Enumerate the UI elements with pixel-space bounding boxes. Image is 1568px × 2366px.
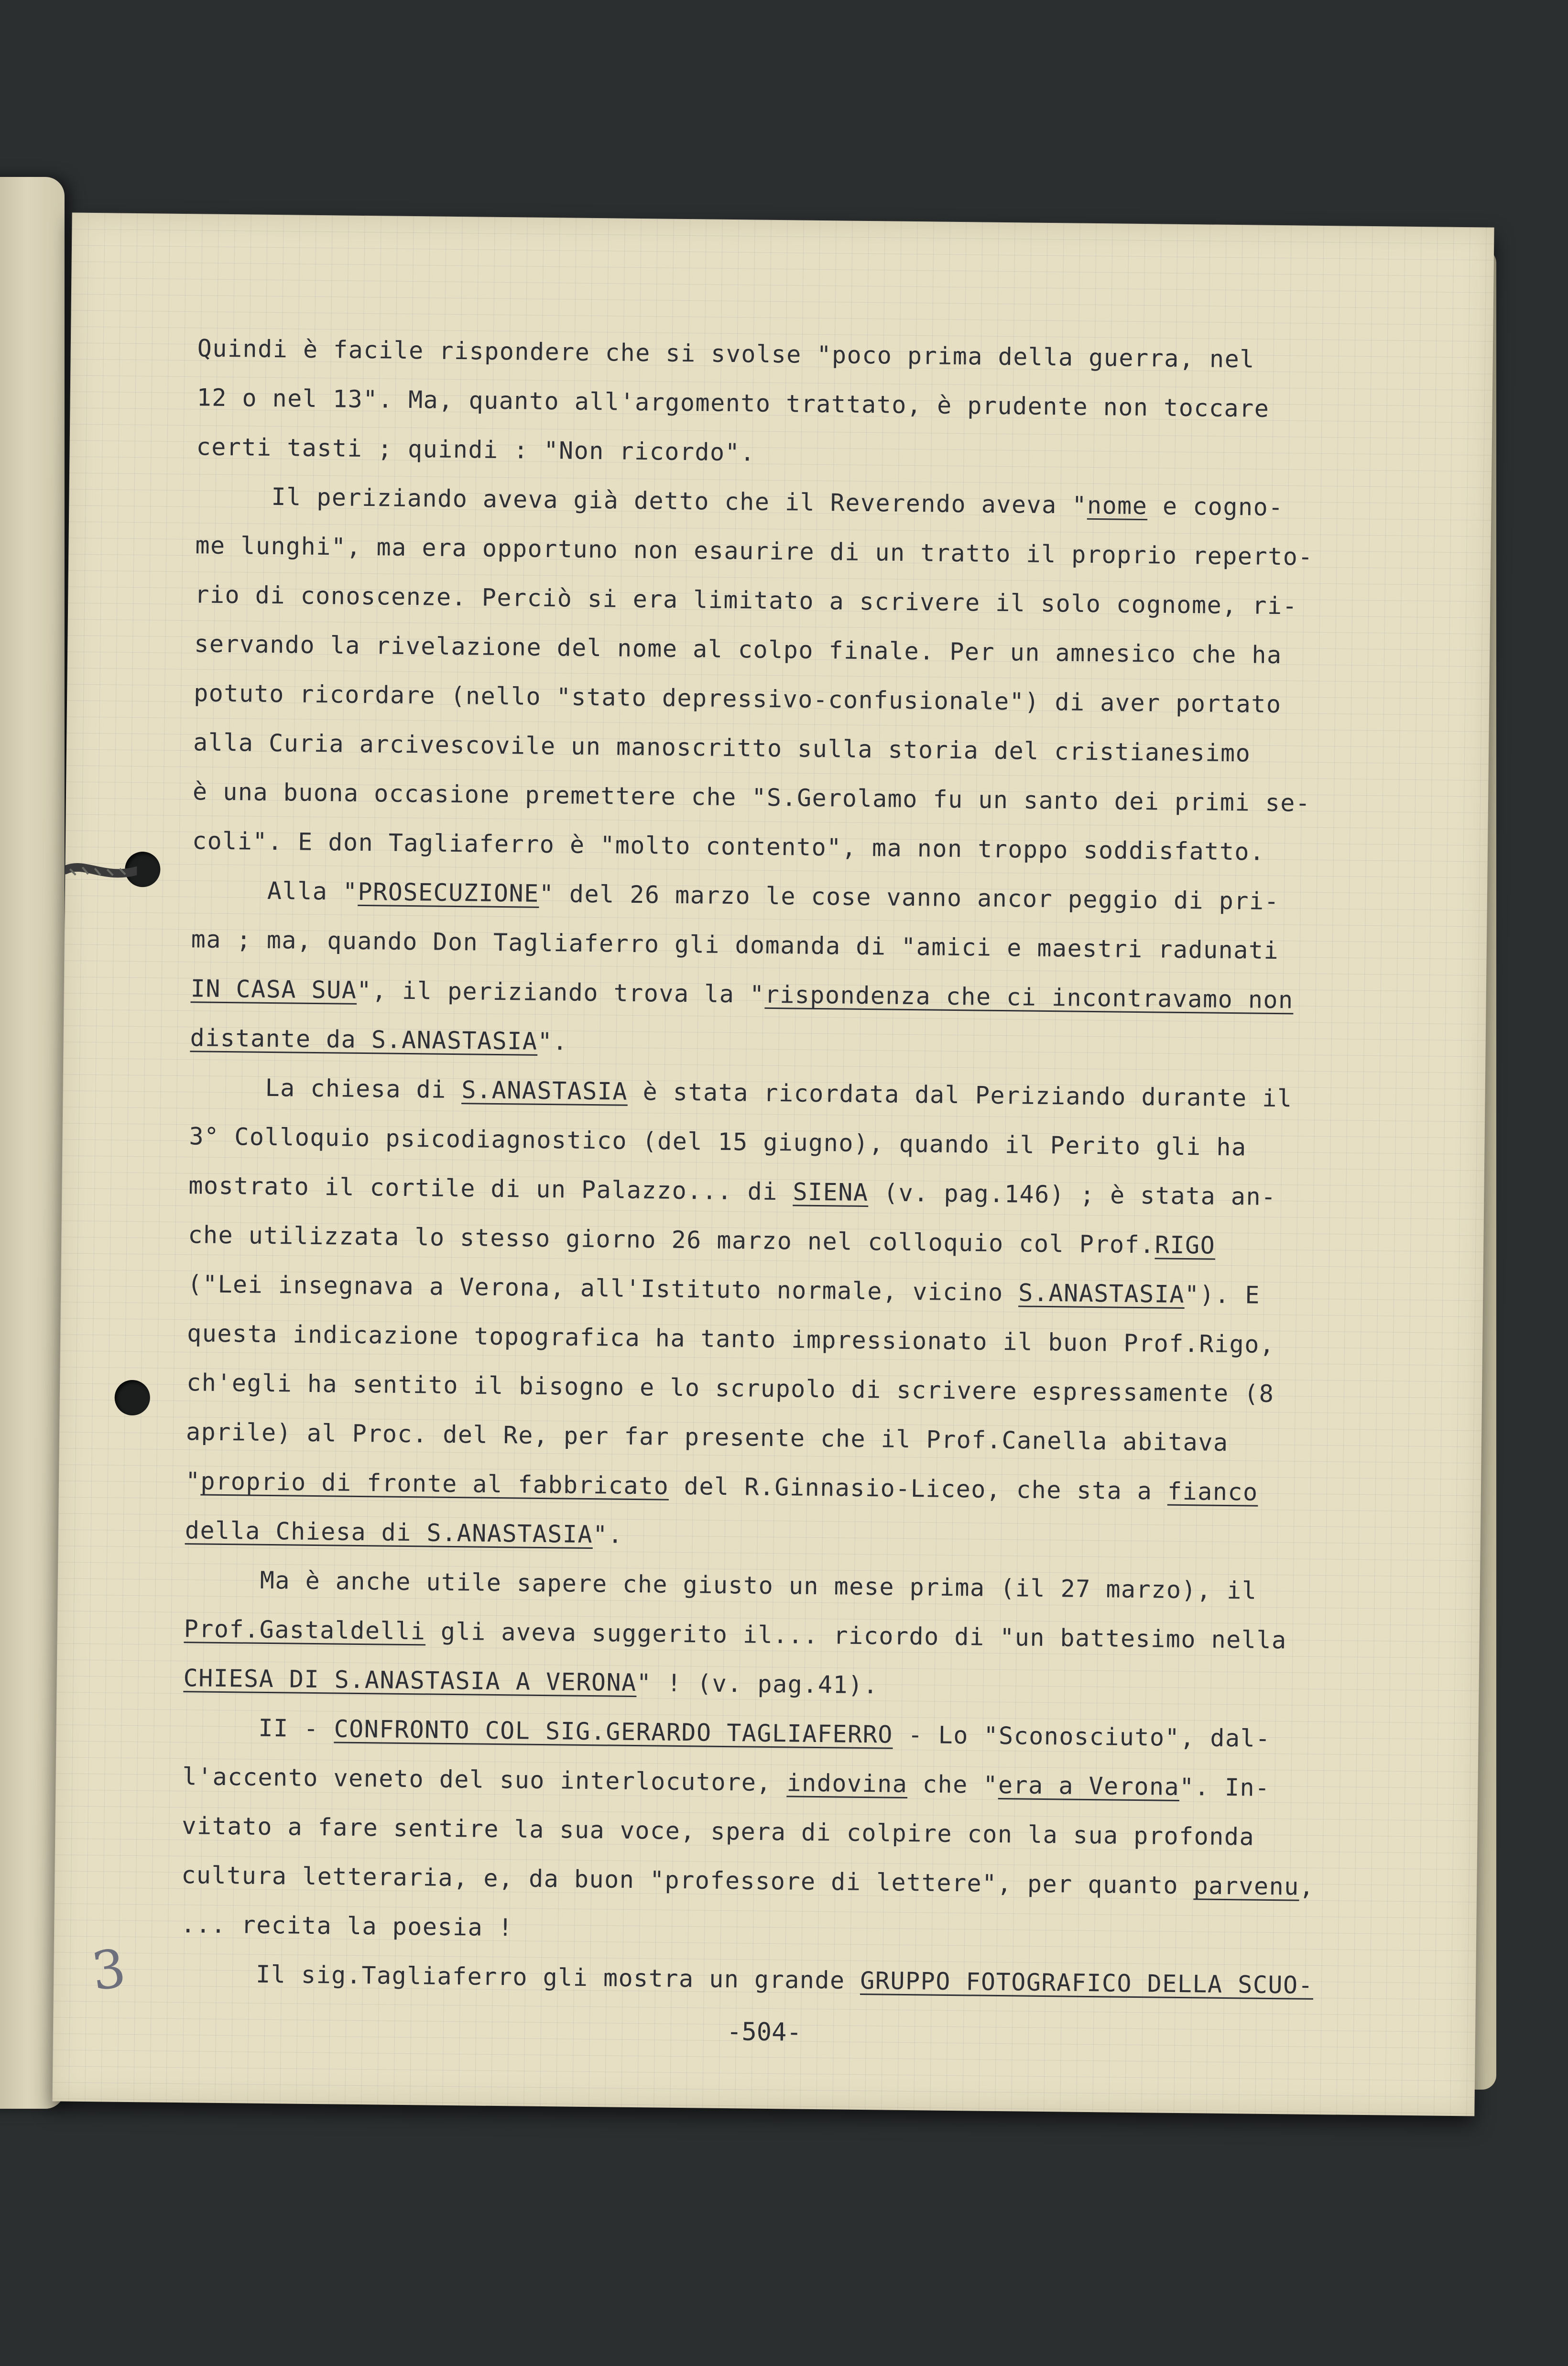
underlined-text: nome — [1087, 491, 1148, 520]
underlined-text: RIGO — [1154, 1231, 1216, 1260]
text-segment: questa indicazione topografica ha tanto impressionato il buon Prof.Rigo, — [186, 1319, 1275, 1359]
text-segment: Ma è anche utile sapere che giusto un mese prima (il 27 marzo), il — [184, 1566, 1257, 1605]
text-segment: " — [185, 1467, 201, 1495]
text-segment: ("Lei insegnava a Verona, all'Istituto normale, vicino — [187, 1270, 1019, 1307]
text-segment: potuto ricordare (nello "stato depressivo-confusionale") di aver portato — [193, 679, 1282, 719]
document-body — [180, 324, 1450, 2011]
underlined-text: Prof.Gastaldelli — [184, 1615, 426, 1645]
margin-annotation: 3 — [88, 1937, 130, 2003]
underlined-text: S.ANASTASIA — [461, 1076, 628, 1106]
text-segment: mostrato il cortile di un Palazzo... di — [188, 1172, 793, 1206]
underlined-text: rispondenza che ci incontravamo non — [764, 980, 1294, 1014]
underlined-text: fianco — [1167, 1477, 1258, 1506]
text-segment: vitato a fare sentire la sua voce, spera di colpire con la sua profonda — [182, 1812, 1255, 1851]
underlined-text: della Chiesa di S.ANASTASIA — [185, 1516, 593, 1549]
text-segment: Quindi è facile rispondere che si svolse "poco prima della guerra, nel — [197, 334, 1255, 373]
text-segment: coli". E don Tagliaferro è "molto contento", ma non troppo soddisfatto. — [192, 827, 1265, 866]
text-segment: è stata ricordata dal Periziando durante il — [627, 1077, 1293, 1113]
text-segment: ". In- — [1179, 1773, 1271, 1802]
text-segment: ch'egli ha sentito il bisogno e lo scrupolo di scrivere espressamente (8 — [186, 1369, 1274, 1408]
text-segment: alla Curia arcivescovile un manoscritto sulla storia del cristianesimo — [193, 728, 1251, 767]
text-segment: aprile) al Proc. del Re, per far presente che il Prof.Canella abitava — [185, 1418, 1229, 1457]
text-segment: La chiesa di — [189, 1073, 462, 1104]
underlined-text: S.ANASTASIA — [1018, 1279, 1185, 1309]
underlined-text: SIENA — [793, 1178, 869, 1207]
underlined-text: proprio di fronte al fabbricato — [200, 1467, 669, 1500]
text-segment: e cogno- — [1147, 492, 1284, 522]
text-segment: 12 o nel 13". Ma, quanto all'argomento trattato, è prudente non toccare — [196, 383, 1270, 423]
text-segment: (v. pag.146) ; è stata an- — [868, 1179, 1277, 1211]
text-segment: , — [1299, 1873, 1315, 1901]
text-segment: "). E — [1184, 1281, 1261, 1309]
text-segment: è una buona occasione premettere che "S.Gerolamo fu un santo dei primi se- — [192, 778, 1311, 817]
text-segment: ma ; ma, quando Don Tagliaferro gli domanda di "amici e maestri radunati — [191, 925, 1279, 965]
typewritten-page — [52, 213, 1494, 2116]
text-segment: Il periziando aveva già detto che il Reverendo aveva " — [196, 482, 1088, 519]
text-segment: cultura letteraria, e, da buon "professore di lettere", per quanto — [181, 1861, 1194, 1900]
text-segment: del R.Ginnasio-Liceo, che sta a — [668, 1472, 1168, 1505]
underlined-text: GRUPPO FOTOGRAFICO DELLA SCUO- — [860, 1966, 1314, 1999]
binding-string-icon — [65, 855, 137, 890]
text-segment: ... recita la poesia ! — [180, 1910, 513, 1942]
text-segment: certi tasti ; quindi : "Non ricordo". — [196, 433, 756, 467]
text-segment: servando la rivelazione del nome al colpo finale. Per un amnesico che ha — [194, 630, 1282, 669]
text-segment: gli aveva suggerito il... ricordo di "un battesimo nella — [425, 1617, 1287, 1654]
underlined-text: distante da S.ANASTASIA — [190, 1024, 538, 1055]
binding-hole-bottom — [114, 1380, 150, 1416]
text-segment: - Lo "Sconosciuto", dal- — [893, 1720, 1271, 1753]
text-segment: ", il periziando trova la " — [357, 976, 765, 1008]
text-segment: 3° Colloquio psicodiagnostico (del 15 giugno), quando il Perito gli ha — [189, 1122, 1247, 1161]
text-segment: l'accento veneto del suo interlocutore, — [182, 1763, 787, 1797]
text-segment: ". — [537, 1027, 568, 1056]
text-segment: ". — [592, 1521, 623, 1549]
text-segment: che " — [907, 1770, 999, 1799]
underlined-text: era a Verona — [998, 1771, 1180, 1801]
text-segment: " del 26 marzo le cose vanno ancor peggio di pri- — [539, 879, 1280, 916]
text-segment: Alla " — [191, 876, 358, 906]
page-number: -504- — [726, 2017, 802, 2047]
text-segment: II - — [183, 1713, 334, 1743]
text-segment: " ! (v. pag.41). — [636, 1669, 879, 1699]
underlined-text: IN CASA SUA — [190, 975, 357, 1004]
underlined-text: PROSECUZIONE — [358, 877, 540, 908]
text-segment: me lunghi", ma era opportuno non esaurire di un tratto il proprio reperto- — [195, 531, 1314, 571]
text-segment: che utilizzata lo stesso giorno 26 marzo nel colloquio col Prof. — [188, 1221, 1155, 1259]
underlined-text: CHIESA DI S.ANASTASIA A VERONA — [183, 1664, 637, 1697]
text-segment: Il sig.Tagliaferro gli mostra un grande — [180, 1960, 860, 1994]
underlined-text: CONFRONTO COL SIG.GERARDO TAGLIAFERRO — [334, 1715, 893, 1749]
text-segment: rio di conoscenze. Perciò si era limitato a scrivere il solo cognome, ri- — [195, 581, 1298, 620]
underlined-text: indovina — [786, 1769, 908, 1798]
underlined-text: parvenu — [1193, 1872, 1300, 1901]
